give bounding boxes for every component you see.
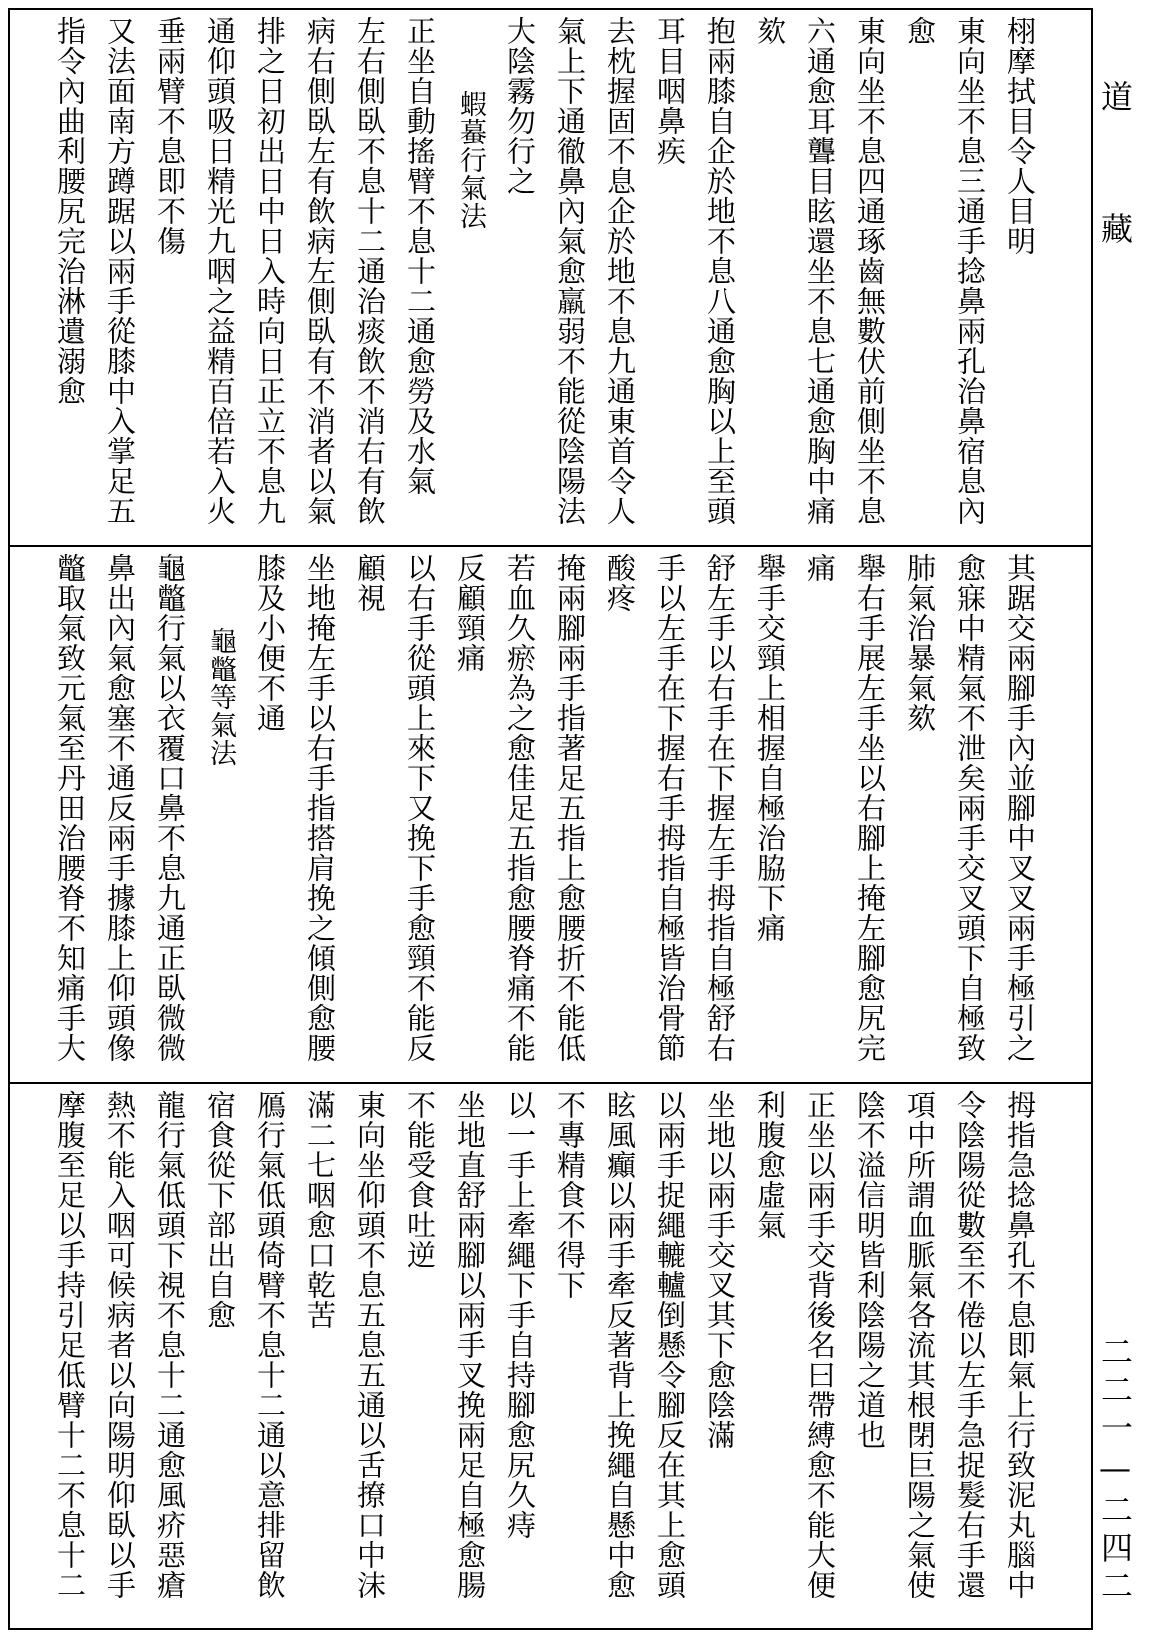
text-column: 東向坐不息四通琢齒無數伏前側坐不息 (853, 16, 887, 526)
text-column: 東向坐仰頭不息五息五通以舌撩口中沫 (353, 1090, 387, 1600)
text-column: 以一手上牽繩下手自持腳愈尻久痔 (503, 1090, 537, 1540)
register-bottom (10, 1084, 1091, 1628)
text-column: 宿食從下部出自愈 (203, 1090, 237, 1330)
text-column: 不能受食吐逆 (403, 1090, 437, 1270)
register-top (10, 10, 1091, 547)
text-column: 以兩手捉繩轆轤倒懸令腳反在其上愈頭 (653, 1090, 687, 1600)
canon-title: 道藏 (1096, 80, 1134, 344)
text-column: 左右側臥不息十二通治痰飲不消右有飲 (353, 16, 387, 526)
text-column: 通仰頭吸日精光九咽之益精百倍若入火 (203, 16, 237, 526)
text-column: 坐地以兩手交叉其下愈陰滿 (703, 1090, 737, 1450)
text-column: 其踞交兩腳手內並腳中叉叉兩手極引之 (1003, 553, 1037, 1063)
text-column: 病右側臥左有飲病左側臥有不消者以氣 (303, 16, 337, 526)
text-column: 滿二七咽愈口乾苦 (303, 1090, 337, 1330)
text-column: 舉手交頸上相握自極治脇下痛 (753, 553, 787, 943)
text-column: 令陰陽從數至不倦以左手急捉髮右手還 (953, 1090, 987, 1600)
text-column: 耳目咽鼻疾 (653, 16, 687, 166)
text-column: 顧視 (353, 553, 387, 613)
text-column: 龜鼈等氣法 (205, 627, 236, 767)
text-column: 摩腹至足以手持引足低臂十二不息十二 (53, 1090, 87, 1600)
text-column: 舒左手以右手在下握左手拇指自極舒右 (703, 553, 737, 1063)
text-column: 不專精食不得下 (553, 1090, 587, 1300)
text-column: 痛 (803, 553, 837, 583)
text-column: 手以左手在下握右手拇指自極皆治骨節 (653, 553, 687, 1063)
text-column: 大陰霧勿行之 (503, 16, 537, 196)
text-column: 熱不能入咽可候病者以向陽明仰臥以手 (103, 1090, 137, 1600)
text-column: 栩摩拭目令人目明 (1003, 16, 1037, 256)
register-middle (10, 547, 1091, 1084)
text-column: 鼈取氣致元氣至丹田治腰脊不知痛手大 (53, 553, 87, 1063)
text-column: 若血久瘀為之愈佳足五指愈腰脊痛不能 (503, 553, 537, 1063)
text-column: 蝦蟇行氣法 (455, 90, 486, 230)
text-column: 膝及小便不通 (253, 553, 287, 733)
text-column: 又法面南方蹲踞以兩手從膝中入掌足五 (103, 16, 137, 526)
page-frame (8, 8, 1093, 1630)
text-column: 坐地掩左手以右手指搭肩挽之傾側愈腰 (303, 553, 337, 1063)
text-column: 正坐以兩手交背後名曰帶縛愈不能大便 (803, 1090, 837, 1600)
text-column: 肺氣治暴氣欬 (903, 553, 937, 733)
text-column: 愈 (903, 16, 937, 46)
text-column: 以右手從頭上來下又挽下手愈頸不能反 (403, 553, 437, 1063)
text-column: 鼻出內氣愈塞不通反兩手據膝上仰頭像 (103, 553, 137, 1063)
text-column: 龜鼈行氣以衣覆口鼻不息九通正臥微微 (153, 553, 187, 1063)
text-column: 龍行氣低頭下視不息十二通愈風疥惡瘡 (153, 1090, 187, 1600)
text-column: 掩兩腳兩手指著足五指上愈腰折不能低 (553, 553, 587, 1063)
text-column: 利腹愈虛氣 (753, 1090, 787, 1240)
text-column: 去枕握固不息企於地不息九通東首令人 (603, 16, 637, 526)
text-column: 六通愈耳聾目眩還坐不息七通愈胸中痛 (803, 16, 837, 526)
text-column: 氣上下通徹鼻內氣愈羸弱不能從陰陽法 (553, 16, 587, 526)
text-column: 項中所謂血脈氣各流其根閉巨陽之氣使 (903, 1090, 937, 1600)
text-column: 反顧頸痛 (453, 553, 487, 673)
text-column: 東向坐不息三通手捻鼻兩孔治鼻宿息內 (953, 16, 987, 526)
text-column: 愈寐中精氣不泄矣兩手交叉頭下自極致 (953, 553, 987, 1063)
text-column: 酸疼 (603, 553, 637, 613)
text-column: 指令內曲利腰尻完治淋遺溺愈 (53, 16, 87, 406)
text-column: 垂兩臂不息即不傷 (153, 16, 187, 256)
text-column: 排之日初出日中日入時向日正立不息九 (253, 16, 287, 526)
text-column: 拇指急捻鼻孔不息即氣上行致泥丸腦中 (1003, 1090, 1037, 1600)
text-column: 坐地直舒兩腳以兩手叉挽兩足自極愈腸 (453, 1090, 487, 1600)
text-column: 欬 (753, 16, 787, 46)
text-column: 正坐自動搖臂不息十二通愈勞及水氣 (403, 16, 437, 496)
text-column: 陰不溢信明皆利陰陽之道也 (853, 1090, 887, 1450)
page-number: 二二一—二四二 (1096, 1335, 1134, 1607)
text-column: 抱兩膝自企於地不息八通愈胸以上至頭 (703, 16, 737, 526)
text-column: 眩風癲以兩手牽反著背上挽繩自懸中愈 (603, 1090, 637, 1600)
text-column: 舉右手展左手坐以右腳上掩左腳愈尻完 (853, 553, 887, 1063)
text-column: 鴈行氣低頭倚臂不息十二通以意排留飲 (253, 1090, 287, 1600)
